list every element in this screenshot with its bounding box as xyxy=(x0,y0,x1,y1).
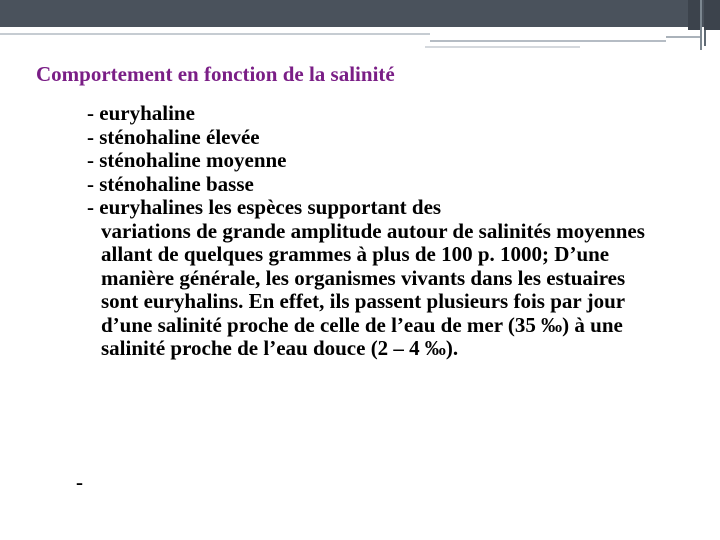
bullet-item: - sténohaline moyenne xyxy=(87,148,287,172)
bullet-item-continuation: variations de grande amplitude autour de salinités moyennes allant de quelques grammes à plus de 100 p. 1000; D’une manière générale, les organismes vivants dans les estuaires sont euryhalins. En effet, ils passent plusieurs fois par jour d’une salinité proche de celle de l’eau de mer (35 ‰) à une salinité proche de l’eau douce (2 – 4 ‰). xyxy=(101,218,645,360)
decorative-rule xyxy=(666,36,702,38)
corner-block-decoration xyxy=(704,0,720,30)
decorative-vertical-rule xyxy=(700,0,702,50)
slide-title: Comportement en fonction de la salinité xyxy=(36,62,395,86)
bullet-item-long xyxy=(87,196,647,361)
bullet-item: - euryhaline xyxy=(87,101,195,125)
bullet-list xyxy=(87,102,647,361)
bullet-item-first-line: - euryhalines les espèces supportant des xyxy=(87,195,442,219)
bullet-item: - sténohaline basse xyxy=(87,171,254,196)
decorative-vertical-rule xyxy=(704,30,706,46)
bullet-item: - sténohaline élevée xyxy=(87,124,260,149)
empty-bullet: - xyxy=(76,470,83,494)
decorative-rule xyxy=(430,40,666,42)
decorative-rule xyxy=(0,33,430,35)
decorative-rule xyxy=(425,46,580,48)
top-decorative-bar xyxy=(0,0,720,27)
